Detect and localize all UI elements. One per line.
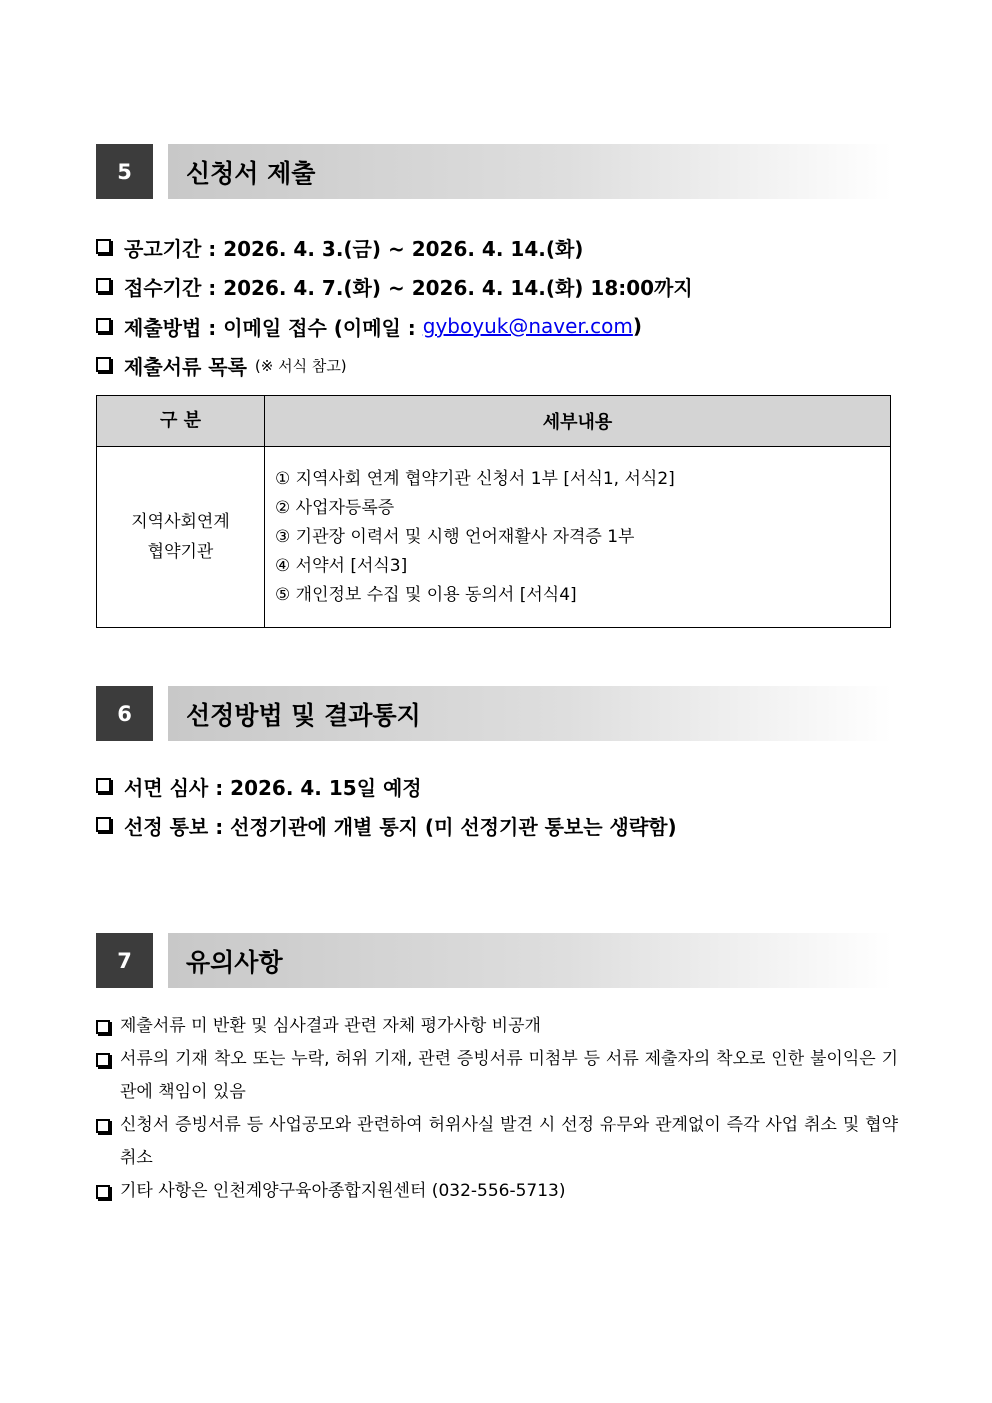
document-item: ② 사업자등록증 [275,497,395,518]
list-item: 공고기간 : 2026. 4. 3.(금) ~ 2026. 4. 14.(화) [96,232,583,262]
section-number: 5 [96,144,153,199]
checkbox-bullet-icon [96,1053,110,1067]
document-item: ③ 기관장 이력서 및 시행 언어재활사 자격증 1부 [275,526,635,547]
list-item: 제출서류 목록 (※ 서식 참고) [96,350,347,380]
list-item: 제출방법 : 이메일 접수 (이메일 : gyboyuk@naver.com ) [96,311,642,341]
section-6-header [96,686,892,741]
section-title: 유의사항 [168,933,892,988]
list-item: 제출서류 미 반환 및 심사결과 관련 자체 평가사항 비공개 [96,1010,898,1043]
table-cell [265,447,891,628]
checkbox-bullet-icon [96,817,111,832]
checkbox-bullet-icon [96,318,111,333]
document-item: ① 지역사회 연계 협약기관 신청서 1부 [서식1, 서식2] [275,468,675,489]
section-number: 7 [96,933,153,988]
list-item: 접수기간 : 2026. 4. 7.(화) ~ 2026. 4. 14.(화) 18:00까지 [96,271,693,301]
checkbox-bullet-icon [96,778,111,793]
list-item: 서류의 기재 착오 또는 누락, 허위 기재, 관련 증빙서류 미첨부 등 서류 제출자의 착오로 인한 불이익은 기관에 책임이 있음 [96,1043,898,1109]
list-item: 신청서 증빙서류 등 사업공모와 관련하여 허위사실 발견 시 선정 유무와 관계없이 즉각 사업 취소 및 협약 취소 [96,1109,898,1175]
list-item: 서면 심사 : 2026. 4. 15일 예정 [96,771,422,801]
section-7-header [96,933,892,988]
section-number: 6 [96,686,153,741]
list-item: 기타 사항은 인천계양구육아종합지원센터 (032-556-5713) [96,1175,898,1208]
checkbox-bullet-icon [96,1119,110,1133]
section-title: 신청서 제출 [168,144,892,199]
checkbox-bullet-icon [96,357,111,372]
checkbox-bullet-icon [96,239,111,254]
list-item: 선정 통보 : 선정기관에 개별 통지 (미 선정기관 통보는 생략함) [96,810,677,840]
table-header: 구 분 [97,396,265,447]
section-5-header [96,144,892,199]
checkbox-bullet-icon [96,1020,110,1034]
table-header: 세부내용 [265,396,891,447]
document-item: ⑤ 개인정보 수집 및 이용 동의서 [서식4] [275,584,577,605]
checkbox-bullet-icon [96,1185,110,1199]
section-title: 선정방법 및 결과통지 [168,686,892,741]
checkbox-bullet-icon [96,278,111,293]
email-link[interactable]: gyboyuk@naver.com [422,314,633,338]
documents-table [96,395,891,628]
document-item: ④ 서약서 [서식3] [275,555,408,576]
table-cell: 지역사회연계 협약기관 [97,447,265,628]
